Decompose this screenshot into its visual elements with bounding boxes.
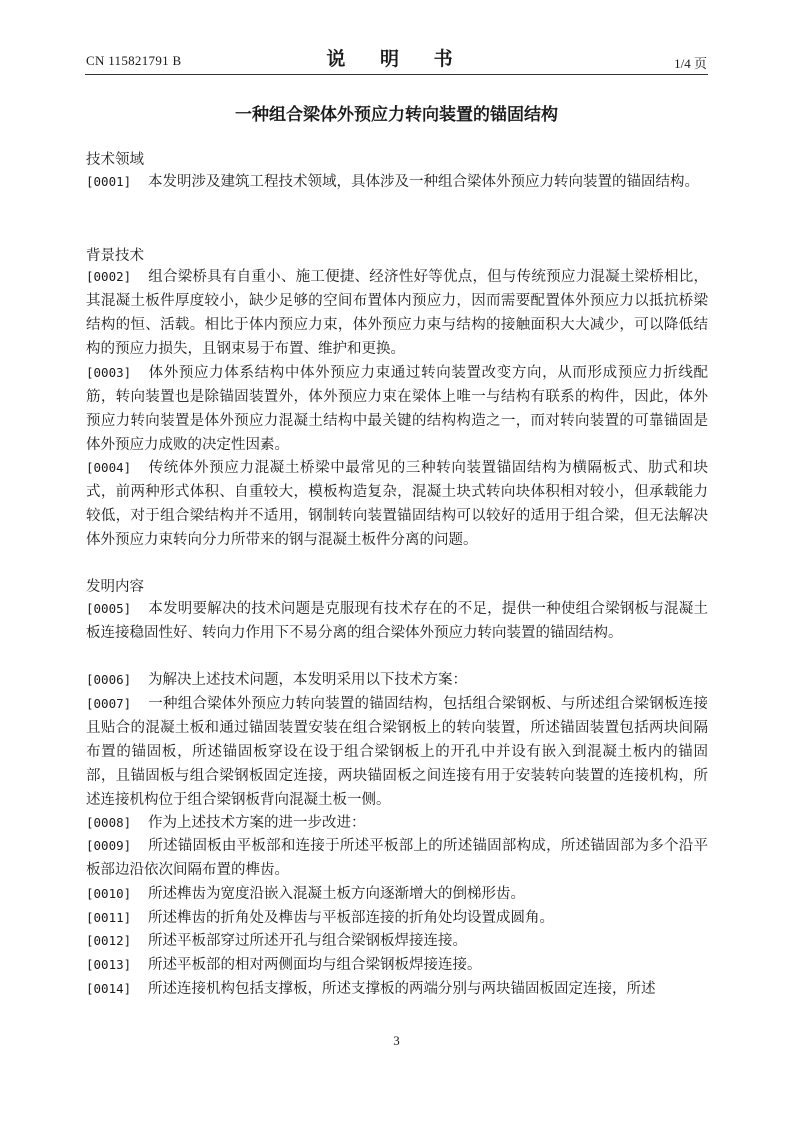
paragraph-number: [0001] <box>86 174 132 189</box>
paragraph-number: [0012] <box>86 933 132 948</box>
paragraph-text: 所述平板部的相对两侧面均与组合梁钢板焊接连接。 <box>148 957 482 973</box>
section-heading-summary: 发明内容 <box>86 579 144 595</box>
paragraph <box>86 361 708 457</box>
section-heading-field: 技术领域 <box>86 152 144 168</box>
paragraph <box>86 811 708 835</box>
paragraph <box>86 456 708 552</box>
paragraph-text: 传统体外预应力混凝土桥梁中最常见的三种转向装置锚固结构为横隔板式、肋式和块式，前两种形式体积、自重较大，模板构造复杂，混凝土块式转向块体积相对较小，但承载能力较低，对于组合梁结构并不适用，钢制转向装置锚固结构可以较好的适用于组合梁，但无法解决体外预应力束转向分力所带来的钢与混凝土板件分离的问题。 <box>86 460 708 548</box>
paragraph-text: 所述锚固板由平板部和连接于所述平板部上的所述锚固部构成，所述锚固部为多个沿平板部边沿依次间隔布置的榫齿。 <box>86 838 708 878</box>
paragraph-text: 作为上述技术方案的进一步改进： <box>148 815 366 831</box>
paragraph-text: 所述榫齿的折角处及榫齿与平板部连接的折角处均设置成圆角。 <box>148 910 554 926</box>
paragraph-text: 所述连接机构包括支撑板，所述支撑板的两端分别与两块锚固板固定连接，所述 <box>148 981 656 997</box>
paragraph <box>86 977 708 1001</box>
paragraph <box>86 882 708 906</box>
paragraph <box>86 170 708 194</box>
paragraph-number: [0009] <box>86 838 132 853</box>
paragraph <box>86 929 708 953</box>
paragraph-number: [0004] <box>86 460 132 475</box>
paragraph-text: 一种组合梁体外预应力转向装置的锚固结构，包括组合梁钢板、与所述组合梁钢板连接且贴合的混凝土板和通过锚固装置安装在组合梁钢板上的转向装置，所述锚固装置包括两块间隔布置的锚固板，所述锚固板穿设在设于组合梁钢板上的开孔中并设有嵌入到混凝土板内的锚固部，且锚固板与组合梁钢板固定连接，两块锚固板之间连接有用于安装转向装置的连接机构，所述连接机构位于组合梁钢板背向混凝土板一侧。 <box>86 696 708 808</box>
paragraph-number: [0002] <box>86 269 132 284</box>
paragraph-text: 体外预应力体系结构中体外预应力束通过转向装置改变方向，从而形成预应力折线配筋，转向装置也是除锚固装置外，体外预应力束在梁体上唯一与结构有联系的构件，因此，体外预应力转向装置是体外预应力混凝土结构中最关键的结构构造之一，而对转向装置的可靠锚固是体外预应力成败的决定性因素。 <box>86 365 708 453</box>
paragraph-number: [0007] <box>86 696 132 711</box>
paragraph <box>86 597 708 645</box>
paragraph <box>86 668 708 692</box>
paragraph-number: [0006] <box>86 672 132 687</box>
paragraph <box>86 265 708 361</box>
paragraph <box>86 692 708 812</box>
paragraph-text: 所述榫齿为宽度沿嵌入混凝土板方向逐渐增大的倒梯形齿。 <box>148 886 525 902</box>
paragraph-text: 所述平板部穿过所述开孔与组合梁钢板焊接连接。 <box>148 933 467 949</box>
page-number: 3 <box>393 1033 400 1048</box>
paragraph <box>86 834 708 882</box>
section-heading-background: 背景技术 <box>86 248 144 264</box>
paragraph-text: 本发明要解决的技术问题是克服现有技术存在的不足，提供一种使组合梁钢板与混凝土板连接稳固性好、转向力作用下不易分离的组合梁体外预应力转向装置的锚固结构。 <box>86 601 708 641</box>
paragraph <box>86 953 708 977</box>
paragraph-text: 组合梁桥具有自重小、施工便捷、经济性好等优点，但与传统预应力混凝土梁桥相比，其混凝土板件厚度较小，缺少足够的空间布置体内预应力，因而需要配置体外预应力以抵抗桥梁结构的恒、活载。相比于体内预应力束，体外预应力束与结构的接触面积大大减少，可以降低结构的预应力损失，且钢束易于布置、维护和更换。 <box>86 269 708 357</box>
paragraph-number: [0005] <box>86 601 132 616</box>
paragraph-text: 为解决上述技术问题，本发明采用以下技术方案： <box>148 672 467 688</box>
paragraph-number: [0008] <box>86 815 132 830</box>
patent-number: CN 115821791 B <box>86 53 182 68</box>
paragraph <box>86 906 708 930</box>
header-rule <box>85 74 708 75</box>
paragraph-number: [0003] <box>86 365 132 380</box>
paragraph-number: [0011] <box>86 910 132 925</box>
paragraph-number: [0010] <box>86 886 132 901</box>
doc-type-heading: 说 明 书 <box>326 48 467 70</box>
paragraph-number: [0013] <box>86 957 132 972</box>
document-title: 一种组合梁体外预应力转向装置的锚固结构 <box>235 105 558 125</box>
paragraph-number: [0014] <box>86 981 132 996</box>
paragraph-text: 本发明涉及建筑工程技术领域，具体涉及一种组合梁体外预应力转向装置的锚固结构。 <box>148 174 699 190</box>
page-info: 1/4 页 <box>674 56 707 71</box>
